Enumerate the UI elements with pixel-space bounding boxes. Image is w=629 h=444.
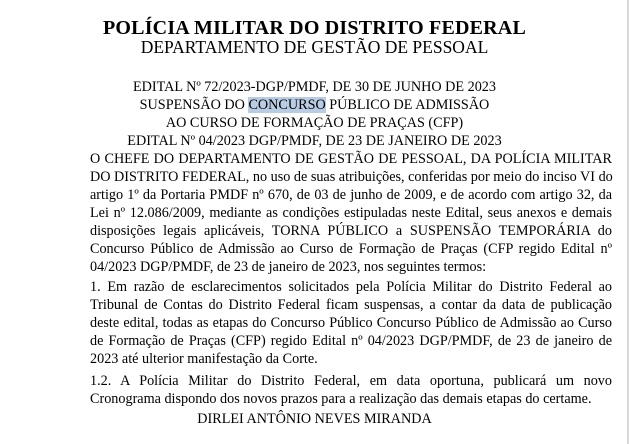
preamble-line: Concurso Público de Admissão ao Curso de Formação de Praças (CFP regido Edital nº: [90, 241, 612, 257]
preamble-line: O CHEFE DO DEPARTAMENTO DE GESTÃO DE PESSOAL, DA POLÍCIA MILITAR: [90, 151, 612, 167]
item1-line: deste edital, todas as etapas do Concurso Público Concurso Público de Admissão ao Curso: [90, 315, 612, 331]
edital-reference: EDITAL Nº 04/2023 DGP/PMDF, DE 23 DE JANEIRO DE 2023: [127, 133, 502, 149]
edital-subject: [0, 98, 629, 112]
item1-line: 1. Em razão de esclarecimentos solicitados pela Polícia Militar do Distrito Federal ao: [90, 279, 612, 295]
highlighted-word: CONCURSO: [248, 97, 326, 113]
edital-subject-line2: AO CURSO DE FORMAÇÃO DE PRAÇAS (CFP): [165, 115, 464, 131]
item1-2-line: 1.2. A Polícia Militar do Distrito Federal, em data oportuna, publicará um novo: [90, 373, 612, 389]
item1-line: Tribunal de Contas do Distrito Federal ficam suspensas, a contar da data de publicação: [90, 297, 612, 313]
subject-suffix: PÚBLICO DE ADMISSÃO: [325, 97, 490, 113]
signature: DIRLEI ANTÔNIO NEVES MIRANDA: [197, 411, 432, 427]
edital-number: EDITAL Nº 72/2023-DGP/PMDF, DE 30 DE JUNHO DE 2023: [133, 79, 496, 95]
item1-2-line: Cronograma dispondo dos novos prazos para a realização das demais etapas do certame.: [90, 391, 592, 407]
preamble-line: DO DISTRITO FEDERAL, no uso de suas atribuições, conferidas por meio do inciso VI do: [90, 169, 613, 185]
preamble-line: Lei nº 12.086/2009, mediante as condições estipuladas neste Edital, seus anexos e demais: [90, 205, 612, 221]
department-title: DEPARTAMENTO DE GESTÃO DE PESSOAL: [140, 37, 489, 57]
subject-prefix: SUSPENSÃO DO: [139, 97, 249, 113]
preamble-line: 04/2023 DGP/PMDF, de 23 de janeiro de 2023, nos seguintes termos:: [90, 259, 487, 275]
item1-line: de Formação de Praças (CFP) regido Edital nº 04/2023 DGP/PMDF, de 23 de janeiro de: [90, 333, 612, 349]
preamble-line: disposições legais aplicáveis, TORNA PÚBLICO a SUSPENSÃO TEMPORÁRIA do: [90, 223, 612, 239]
org-title: POLÍCIA MILITAR DO DISTRITO FEDERAL: [102, 17, 526, 39]
preamble-line: artigo 1º da Portaria PMDF nº 670, de 03 de junho de 2009, e de acordo com artigo 32, da: [90, 187, 612, 203]
item1-line: 2023 até ulterior manifestação da Corte.: [90, 351, 318, 367]
